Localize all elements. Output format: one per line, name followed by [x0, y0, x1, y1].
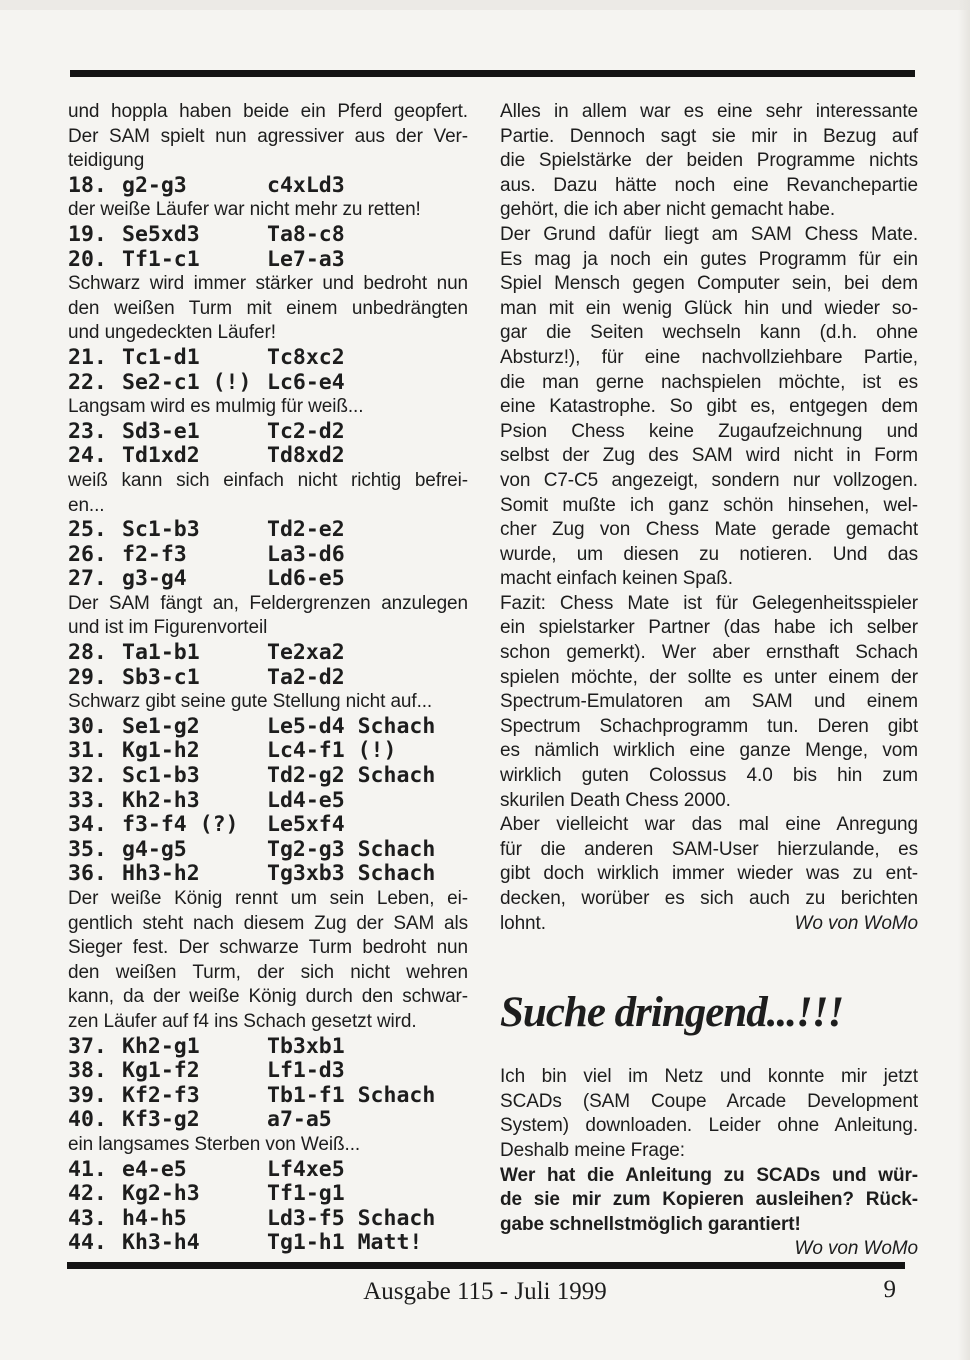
text-line: und ungedeckten Läufer! — [68, 322, 276, 344]
white-move: Se1-g2 — [122, 713, 200, 739]
move-number: 44. — [68, 1230, 107, 1256]
move-number: 36. — [68, 861, 107, 887]
white-move: Sc1-b3 — [122, 763, 200, 789]
author-signature: Wo von WoMo — [794, 1238, 918, 1260]
move-row — [68, 1035, 468, 1060]
move-number: 27. — [68, 566, 107, 592]
move-number: 41. — [68, 1156, 107, 1182]
move-row — [68, 1158, 468, 1183]
move-number: 40. — [68, 1107, 107, 1133]
text-line: kann, da der weiße König durch den schwar- — [68, 986, 468, 1008]
paragraph — [68, 887, 468, 1035]
black-move: Tb3xb1 — [267, 1033, 345, 1059]
text-line: teidigung — [68, 150, 145, 172]
white-move: f3-f4 (?) — [122, 812, 239, 838]
move-number: 24. — [68, 443, 107, 469]
move-list — [68, 518, 468, 592]
text-line: Es mag ja noch ein gutes Programm für ein — [500, 248, 918, 270]
text-line: der weiße Läufer war nicht mehr zu retten! — [68, 199, 421, 221]
text-line: lohnt. — [500, 912, 546, 934]
move-list — [68, 174, 468, 199]
text-line: von C7-C5 angezeigt, sondern nur vollzogen. — [500, 469, 918, 491]
text-line-with-author — [500, 912, 918, 937]
text-line: Fazit: Chess Mate ist für Gelegenheitsspieler — [500, 592, 918, 614]
text-line: den weißen Turm, der sich nicht wehren — [68, 961, 468, 983]
scan-edge-top — [0, 0, 970, 10]
move-number: 26. — [68, 541, 107, 567]
white-move: Kf3-g2 — [122, 1107, 200, 1133]
text-line: für die anderen SAM-User hierzulande, es — [500, 838, 918, 860]
move-number: 34. — [68, 812, 107, 838]
white-move: Hh3-h2 — [122, 861, 200, 887]
move-list — [68, 1158, 468, 1256]
black-move: Ld3-f5 Schach — [267, 1205, 436, 1231]
black-move: Tf1-g1 — [267, 1181, 345, 1207]
white-move: Kh2-g1 — [122, 1033, 200, 1059]
text-line: cher Zug von Chess Mate gerade gemacht — [500, 519, 918, 541]
move-row — [68, 666, 468, 691]
paragraph — [68, 469, 468, 518]
white-move: g3-g4 — [122, 566, 187, 592]
move-row — [68, 739, 468, 764]
black-move: Ta2-d2 — [267, 664, 345, 690]
text-line: spielen möchte, der sollte es unter einem der — [500, 666, 918, 688]
white-move: e4-e5 — [122, 1156, 187, 1182]
move-number: 42. — [68, 1181, 107, 1207]
paragraph — [500, 100, 918, 223]
text-line: Ich bin viel im Netz und konnte mir jetzt — [500, 1066, 918, 1088]
text-line: de sie mir zum Kopieren ausleihen? Rück- — [500, 1189, 918, 1211]
top-rule — [70, 70, 915, 77]
text-line: Der weiße König rennt um sein Leben, ei- — [68, 888, 468, 909]
black-move: Ld6-e5 — [267, 566, 345, 592]
text-line: gabe schnellstmöglich garantiert! — [500, 1213, 801, 1235]
move-row — [68, 1084, 468, 1109]
text-line: die Spielstärke der beiden Programme nichts — [500, 150, 918, 172]
move-number: 22. — [68, 369, 107, 395]
black-move: Lc4-f1 (!) — [267, 738, 397, 764]
text-line: den weißen Turm mit einem unbedrängten — [68, 297, 468, 319]
paragraph — [500, 1065, 918, 1163]
text-line: schon gemerkt). Wer aber ernsthaft Schach — [500, 642, 918, 664]
black-move: Ld4-e5 — [267, 787, 345, 813]
move-list — [68, 420, 468, 469]
move-row — [68, 420, 468, 445]
black-move: Tg3xb3 Schach — [267, 861, 436, 887]
text-line: skurilen Death Chess 2000. — [500, 789, 731, 811]
white-move: Kh2-h3 — [122, 787, 200, 813]
black-move: Td8xd2 — [267, 443, 345, 469]
text-line: Sieger fest. Der schwarze Turm bedroht nun — [68, 937, 468, 959]
move-row — [68, 174, 468, 199]
move-row — [68, 1231, 468, 1256]
text-line: Spectrum Schachprogramm tun. Deren gibt — [500, 715, 918, 737]
text-line: es nämlich wirklich eine ganze Menge, vom — [500, 740, 918, 762]
move-row — [68, 862, 468, 887]
black-move: c4xLd3 — [267, 172, 345, 198]
move-number: 20. — [68, 246, 107, 272]
text-line: ein spielstarker Partner (das habe ich selber — [500, 617, 918, 639]
white-move: Kh3-h4 — [122, 1230, 200, 1256]
black-move: Td2-g2 Schach — [267, 763, 436, 789]
move-number: 38. — [68, 1058, 107, 1084]
move-row — [68, 1182, 468, 1207]
text-line: decken, worüber es sich auch zu berichten — [500, 888, 918, 909]
paragraph — [68, 272, 468, 346]
move-row — [68, 444, 468, 469]
white-move: g2-g3 — [122, 172, 187, 198]
white-move: Kf2-f3 — [122, 1082, 200, 1108]
black-move: Lf4xe5 — [267, 1156, 345, 1182]
paragraph — [500, 813, 918, 936]
white-move: Se2-c1 (!) — [122, 369, 252, 395]
text-line: en... — [68, 494, 105, 516]
move-row — [68, 1207, 468, 1232]
text-line: Schwarz gibt seine gute Stellung nicht auf... — [68, 691, 433, 713]
text-line: SCADs (SAM Coupe Arcade Development — [500, 1090, 918, 1112]
move-row — [68, 813, 468, 838]
text-line: aus. Dazu hätte noch eine Revanchepartie — [500, 174, 918, 196]
move-row — [68, 543, 468, 568]
text-line: System) downloaden. Leider ohne Anleitung. — [500, 1115, 918, 1137]
paragraph — [500, 223, 918, 592]
text-line: Spectrum-Emulatoren am SAM und einem — [500, 691, 918, 713]
text-line: und ist im Figurenvorteil — [68, 617, 268, 639]
white-move: g4-g5 — [122, 836, 187, 862]
move-number: 31. — [68, 738, 107, 764]
text-line: Der SAM spielt nun agressiver aus der Ver- — [68, 125, 468, 147]
text-line: Somit mußte ich ganz schön hinsehen, wel- — [500, 494, 918, 516]
left-column — [68, 100, 468, 1256]
black-move: Td2-e2 — [267, 517, 345, 543]
bold-paragraph — [500, 1164, 918, 1238]
page-number: 9 — [883, 1276, 896, 1303]
move-row — [68, 223, 468, 248]
section-heading: Suche dringend...!!! — [500, 989, 844, 1037]
black-move: Ta8-c8 — [267, 221, 345, 247]
text-line: Spiel Mensch gegen Computer sein, bei dem — [500, 273, 918, 295]
black-move: Le7-a3 — [267, 246, 345, 272]
paragraph — [68, 395, 468, 420]
move-number: 37. — [68, 1033, 107, 1059]
white-move: Tf1-c1 — [122, 246, 200, 272]
text-line: weiß kann sich einfach nicht richtig befrei- — [68, 469, 468, 491]
text-line: Langsam wird es mulmig für weiß... — [68, 396, 364, 418]
text-line: Wer hat die Anleitung zu SCADs und wür- — [500, 1164, 918, 1186]
move-number: 33. — [68, 787, 107, 813]
text-line: zen Läufer auf f4 ins Schach gesetzt wird. — [68, 1010, 417, 1032]
move-row — [68, 764, 468, 789]
move-number: 25. — [68, 517, 107, 543]
move-number: 18. — [68, 172, 107, 198]
white-move: Kg1-h2 — [122, 738, 200, 764]
black-move: Te2xa2 — [267, 640, 345, 666]
text-line: Partie. Dennoch sagt sie mir in Bezug auf — [500, 125, 918, 147]
text-line: selbst der Zug des SAM wird nicht in Form — [500, 445, 918, 467]
text-line: Aber vielleicht war das mal eine Anregung — [500, 814, 918, 836]
move-number: 29. — [68, 664, 107, 690]
move-row — [68, 838, 468, 863]
issue-label: Ausgabe 115 - Juli 1999 — [363, 1278, 607, 1305]
move-number: 32. — [68, 763, 107, 789]
white-move: Sc1-b3 — [122, 517, 200, 543]
move-row — [68, 1108, 468, 1133]
text-line: eine Katastrophe. So gibt es, entgegen dem — [500, 396, 918, 418]
text-line: Psion Chess keine Zugaufzeichnung und — [500, 420, 918, 442]
white-move: f2-f3 — [122, 541, 187, 567]
move-number: 43. — [68, 1205, 107, 1231]
paragraph — [500, 592, 918, 813]
move-number: 35. — [68, 836, 107, 862]
text-line: macht einfach keinen Spaß. — [500, 568, 733, 590]
move-row — [68, 789, 468, 814]
text-line: wirklich guten Colossus 4.0 bis hin zum — [500, 765, 918, 787]
scan-edge-right — [958, 0, 970, 1360]
move-list — [68, 715, 468, 887]
text-line: und hoppla haben beide ein Pferd geopfert. — [68, 101, 468, 122]
black-move: La3-d6 — [267, 541, 345, 567]
text-line: Deshalb meine Frage: — [500, 1139, 685, 1161]
text-line: wurde, um diesen zu notieren. Und das — [500, 543, 918, 565]
black-move: Le5-d4 Schach — [267, 713, 436, 739]
text-line: gibt doch wirklich immer wieder was zu ent- — [500, 863, 918, 885]
text-line: gehört, die ich aber nicht gemacht habe. — [500, 199, 836, 221]
white-move: Tc1-d1 — [122, 344, 200, 370]
move-row — [68, 518, 468, 543]
right-column — [500, 100, 918, 1262]
text-line: Der SAM fängt an, Feldergrenzen anzulegen — [68, 592, 468, 614]
text-line: man mit ein wenig Glück hin und wieder so- — [500, 297, 918, 319]
move-number: 28. — [68, 640, 107, 666]
move-list — [68, 223, 468, 272]
black-move: Tb1-f1 Schach — [267, 1082, 436, 1108]
white-move: h4-h5 — [122, 1205, 187, 1231]
white-move: Ta1-b1 — [122, 640, 200, 666]
text-line: Der Grund dafür liegt am SAM Chess Mate. — [500, 223, 918, 245]
move-row — [68, 715, 468, 740]
text-line: Absturz!), für eine nachvollziehbare Partie, — [500, 346, 918, 368]
author-signature: Wo von WoMo — [794, 912, 918, 934]
black-move: Tc2-d2 — [267, 418, 345, 444]
text-line: Schwarz wird immer stärker und bedroht nun — [68, 273, 468, 295]
black-move: a7-a5 — [267, 1107, 332, 1133]
move-row — [68, 371, 468, 396]
move-list — [68, 641, 468, 690]
paragraph — [68, 1133, 468, 1158]
black-move: Tg2-g3 Schach — [267, 836, 436, 862]
move-number: 23. — [68, 418, 107, 444]
move-number: 39. — [68, 1082, 107, 1108]
paragraph — [68, 592, 468, 641]
move-row — [68, 1059, 468, 1084]
move-row — [68, 346, 468, 371]
move-row — [68, 248, 468, 273]
move-list — [68, 1035, 468, 1133]
text-line: gentlich steht nach diesem Zug der SAM als — [68, 912, 468, 934]
text-line: ein langsames Sterben von Weiß... — [68, 1133, 361, 1155]
white-move: Sd3-e1 — [122, 418, 200, 444]
black-move: Tc8xc2 — [267, 344, 345, 370]
white-move: Kg1-f2 — [122, 1058, 200, 1084]
bottom-rule — [67, 1262, 905, 1269]
white-move: Td1xd2 — [122, 443, 200, 469]
text-line: die man gerne nachspielen möchte, ist es — [500, 371, 918, 393]
move-number: 21. — [68, 344, 107, 370]
text-line: gar die Seiten wechseln kann (d.h. ohne — [500, 322, 918, 344]
move-number: 19. — [68, 221, 107, 247]
white-move: Kg2-h3 — [122, 1181, 200, 1207]
move-number: 30. — [68, 713, 107, 739]
paragraph — [68, 198, 468, 223]
paragraph — [68, 690, 468, 715]
white-move: Sb3-c1 — [122, 664, 200, 690]
paragraph — [68, 100, 468, 174]
black-move: Lc6-e4 — [267, 369, 345, 395]
white-move: Se5xd3 — [122, 221, 200, 247]
black-move: Lf1-d3 — [267, 1058, 345, 1084]
move-row — [68, 567, 468, 592]
move-row — [68, 641, 468, 666]
move-list — [68, 346, 468, 395]
black-move: Tg1-h1 Matt! — [267, 1230, 423, 1256]
text-line: Alles in allem war es eine sehr interessante — [500, 101, 918, 122]
black-move: Le5xf4 — [267, 812, 345, 838]
